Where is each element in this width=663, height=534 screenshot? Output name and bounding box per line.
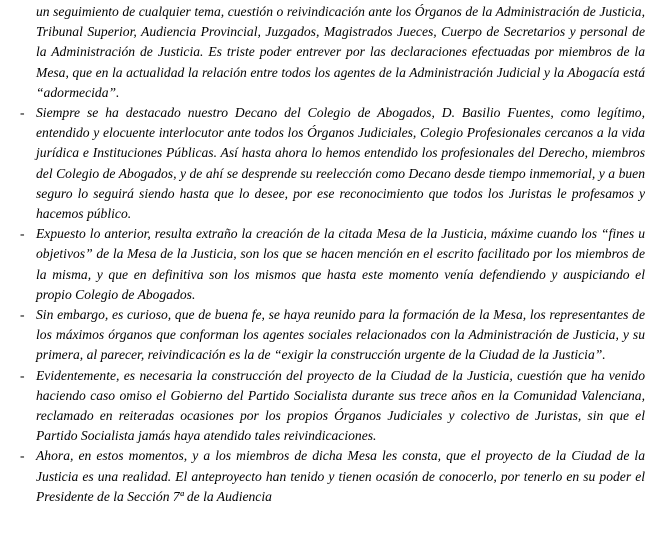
paragraph-bullet: - <box>20 226 25 242</box>
paragraph-text: Siempre se ha destacado nuestro Decano del Colegio de Abogados, D. Basilio Fuentes, como legítimo, entendido y elocuente interlocutor ante todos los Órganos Judiciales, Colegio Profesionales cercanos a la vida jurídica e Instituciones Públicas. Así hasta ahora lo hemos entendido los profesionales del Derecho, miembros del Colegio de Abogados, y de ahí se desprende su reelección como Decano desde tiempo inmemorial, y a buen seguro lo seguirá siendo hasta que lo desee, por ese reconocimiento que todos los Juristas le profesamos y hacemos público. <box>36 105 645 222</box>
paragraph-text: Ahora, en estos momentos, y a los miembros de dicha Mesa les consta, que el proyecto de la Ciudad de la Justicia es una realidad. El anteproyecto han tenido y tienen ocasión de conocerlo, por tenerlo en su poder el Presidente de la Sección 7ª de la Audiencia <box>36 448 645 504</box>
paragraph <box>18 305 645 366</box>
paragraph-bullet: - <box>20 307 25 323</box>
paragraph-text: Evidentemente, es necesaria la construcción del proyecto de la Ciudad de la Justicia, cuestión que ha venido haciendo caso omiso el Gobierno del Partido Socialista durante sus trece años en la Comunidad Valenciana, reclamado en reiteradas ocasiones por los propios Órganos Judiciales y colectivo de Juristas, sin que el Partido Socialista jamás haya atendido tales reivindicaciones. <box>36 367 645 444</box>
paragraph-text: un seguimiento de cualquier tema, cuestión o reivindicación ante los Órganos de la Administración de Justicia, Tribunal Superior, Audiencia Provincial, Juzgados, Magistrados Jueces, Cuerpo de Secretarios y personal de la Administración de Justicia. Es triste poder entrever por las declaraciones efectuadas por miembros de la Mesa, que en la actualidad la relación entre todos los agentes de la Administración Judicial y la Abogacía está “adormecida”. <box>36 4 645 100</box>
paragraph <box>18 103 645 224</box>
paragraph-text: Expuesto lo anterior, resulta extraño la creación de la citada Mesa de la Justicia, máxime cuando los “fines u objetivos” de la Mesa de la Justicia, son los que se hacen mención en el escrito facilitado por los miembros de la misma, y que en definitiva son los mismos que hasta este momento venía defendiendo y auspiciando el propio Colegio de Abogados. <box>36 226 645 302</box>
paragraph-bullet: - <box>20 448 25 464</box>
paragraph-text: Sin embargo, es curioso, que de buena fe, se haya reunido para la formación de la Mesa, los representantes de los máximos órganos que conforman los agentes sociales relacionados con la Administración de Justicia, y su primera, al parecer, reivindicación es la de “exigir la construcción urgente de la Ciudad de la Justicia”. <box>36 307 645 363</box>
paragraph-bullet: - <box>20 105 25 121</box>
paragraph <box>18 446 645 507</box>
paragraph-bullet: - <box>20 367 25 383</box>
paragraph <box>18 224 645 305</box>
paragraph <box>18 2 645 103</box>
paragraph <box>18 366 645 447</box>
